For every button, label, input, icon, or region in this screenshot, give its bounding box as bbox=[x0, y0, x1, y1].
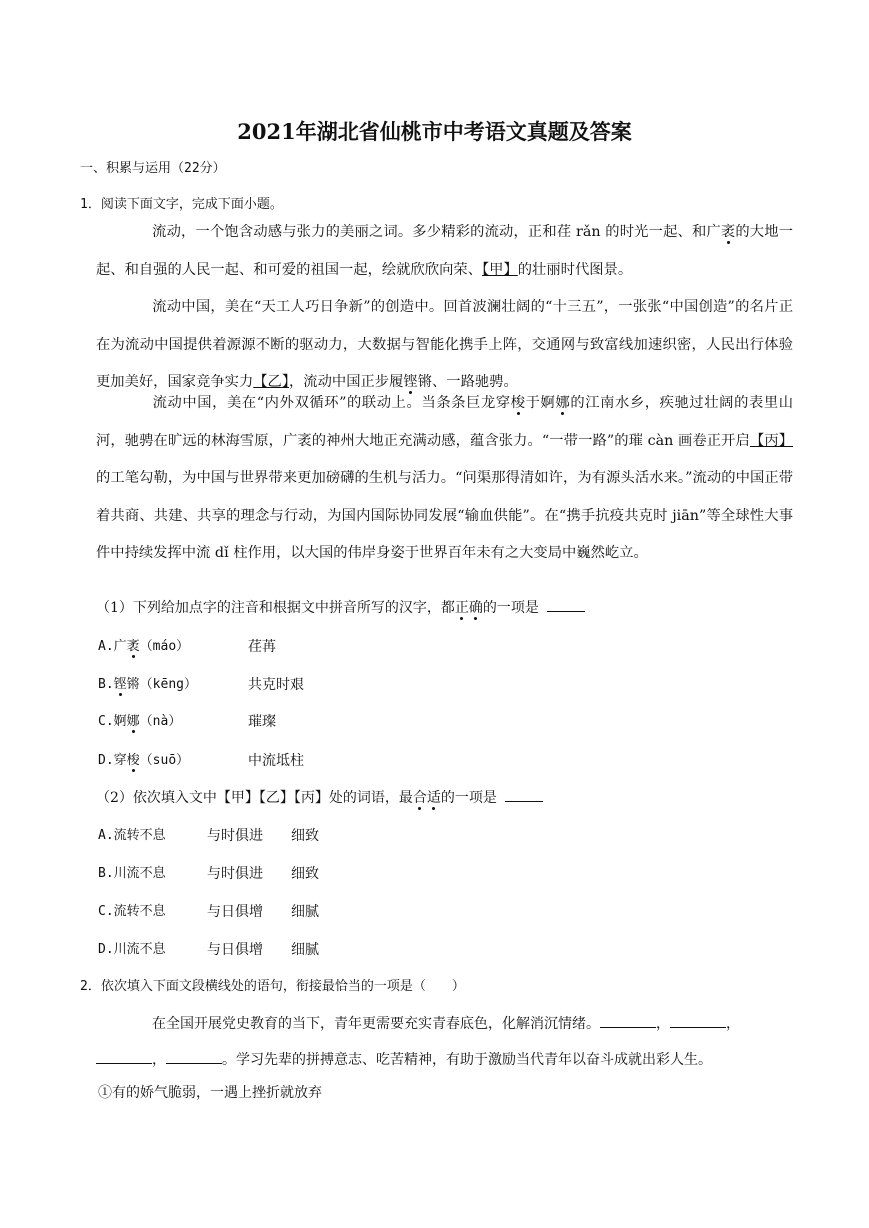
fill-blank-4 bbox=[166, 1051, 222, 1064]
option-a-1: A.广袤（máo） bbox=[98, 639, 190, 654]
question-2-heading: 2．依次填入下面文段横线处的语句，衔接最恰当的一项是（ ） bbox=[80, 979, 465, 994]
q2-passage-line-2: ， 。学习先辈的拼搏意志、吃苦精神，有助于激励当代青年以奋斗成就出彩人生。 bbox=[96, 1050, 712, 1070]
fill-blank-3 bbox=[96, 1051, 152, 1064]
option-d-1: D.穿梭（suō） bbox=[98, 753, 190, 768]
option2-b-3: 细致 bbox=[291, 866, 319, 882]
blank-bing: 【丙】 bbox=[749, 432, 794, 449]
dotted-char: 确 bbox=[468, 600, 483, 616]
sub-question-2-stem: （2）依次填入文中【甲】【乙】【丙】处的词语，最合适的一项是 bbox=[96, 788, 543, 808]
option2-c-2: 与日俱增 bbox=[207, 904, 263, 920]
question-1-heading: 1．阅读下面文字，完成下面小题。 bbox=[80, 197, 283, 212]
fill-blank-2 bbox=[670, 1015, 726, 1028]
answer-blank bbox=[547, 599, 585, 612]
dotted-char: 适 bbox=[426, 790, 441, 806]
text: 的工笔勾勒，为中国与世界带来更加磅礴的生机与活力。“问渠那得清如许，为有源头活水来。”流动的中国正带着共商、共建、共享的理念与行动，为国内国际协同发展“输血供能”。在“携手抗疫共克时 jiān”等全球性大事件中持续发挥中流 dǐ 柱作用，以大国的伟岸身姿于世界百年未有之大变局中巍然屹立。 bbox=[96, 470, 793, 561]
option-b-1: B.铿锵（kēng） bbox=[98, 677, 197, 692]
q2-passage-line-1: 在全国开展党史教育的当下，青年更需要充实青春底色，化解消沉情绪。 ， ， bbox=[152, 1016, 740, 1032]
passage-paragraph-3 bbox=[96, 385, 793, 573]
option-b-2: 共克时艰 bbox=[248, 677, 304, 693]
text: 流动中国，美在“天工人巧日争新”的创造中。回首波澜壮阔的“十三五”，一张张“中国创造”的名片正在为流动中国提供着源源不断的驱动力，大数据与智能化携手上阵，交通网与致富线加速织密，人民出行体验更加美好，国家竞争实力 bbox=[96, 299, 793, 390]
option2-b-2: 与时俱进 bbox=[207, 866, 263, 882]
text: 的江南水乡，疾驰过壮阔的表里山河，驰骋在旷远的林海雪原，广袤的神州大地正充满动感，蕴含张力。“一带一路”的璀 càn 画卷正开启 bbox=[96, 395, 794, 449]
text: 于婀 bbox=[525, 395, 556, 411]
passage-paragraph-1 bbox=[96, 214, 793, 289]
option-a-2: 荏苒 bbox=[248, 639, 276, 655]
dotted-char: 合 bbox=[412, 790, 427, 806]
text: 的大地一起、和自强的人民一起、和可爱的祖国一起，绘就欣欣向荣、 bbox=[96, 224, 793, 278]
option2-c-3: 细腻 bbox=[291, 904, 319, 920]
option2-a-3: 细致 bbox=[291, 828, 319, 844]
option2-a-2: 与时俱进 bbox=[207, 828, 263, 844]
option2-d-2: 与日俱增 bbox=[207, 942, 263, 958]
q2-item-1: ①有的娇气脆弱，一遇上挫折就放弃 bbox=[98, 1085, 322, 1101]
blank-jia: 【甲】 bbox=[482, 261, 518, 278]
option2-c: C.流转不息 bbox=[98, 904, 166, 919]
option-c-2: 璀璨 bbox=[248, 714, 276, 730]
text: ，流动中国正步履 bbox=[289, 374, 404, 390]
answer-blank bbox=[505, 789, 543, 802]
text: 流动，一个饱含动感与张力的美丽之词。多少精彩的流动，正和荏 rǎn 的时光一起、和广 bbox=[152, 224, 721, 240]
text: 的壮丽时代图景。 bbox=[517, 261, 633, 278]
option2-d: D.川流不息 bbox=[98, 942, 166, 957]
dotted-char: 正 bbox=[454, 600, 469, 616]
sub-question-1-stem: （1）下列给加点字的注音和根据文中拼音所写的汉字，都正确的一项是 bbox=[96, 598, 585, 618]
dotted-char: 铿 bbox=[403, 374, 418, 390]
fill-blank-1 bbox=[600, 1015, 656, 1028]
blank-yi: 【乙】 bbox=[253, 374, 290, 390]
dotted-char: 袤 bbox=[720, 224, 736, 240]
option-c-1: C.婀娜（nà） bbox=[98, 714, 182, 729]
text: 锵、一路驰骋。 bbox=[417, 374, 518, 390]
option2-a: A.流转不息 bbox=[98, 828, 166, 843]
option2-d-3: 细腻 bbox=[291, 942, 319, 958]
option2-b: B.川流不息 bbox=[98, 866, 166, 881]
dotted-char: 娜 bbox=[555, 395, 571, 411]
section-heading: 一、积累与运用（22分） bbox=[80, 161, 226, 176]
text: 流动中国，美在“内外双循环”的联动上。当条条巨龙穿 bbox=[152, 395, 511, 411]
option-d-2: 中流坻柱 bbox=[248, 753, 304, 769]
dotted-char: 梭 bbox=[510, 395, 526, 411]
page-title: 2021年湖北省仙桃市中考语文真题及答案 bbox=[237, 119, 632, 144]
